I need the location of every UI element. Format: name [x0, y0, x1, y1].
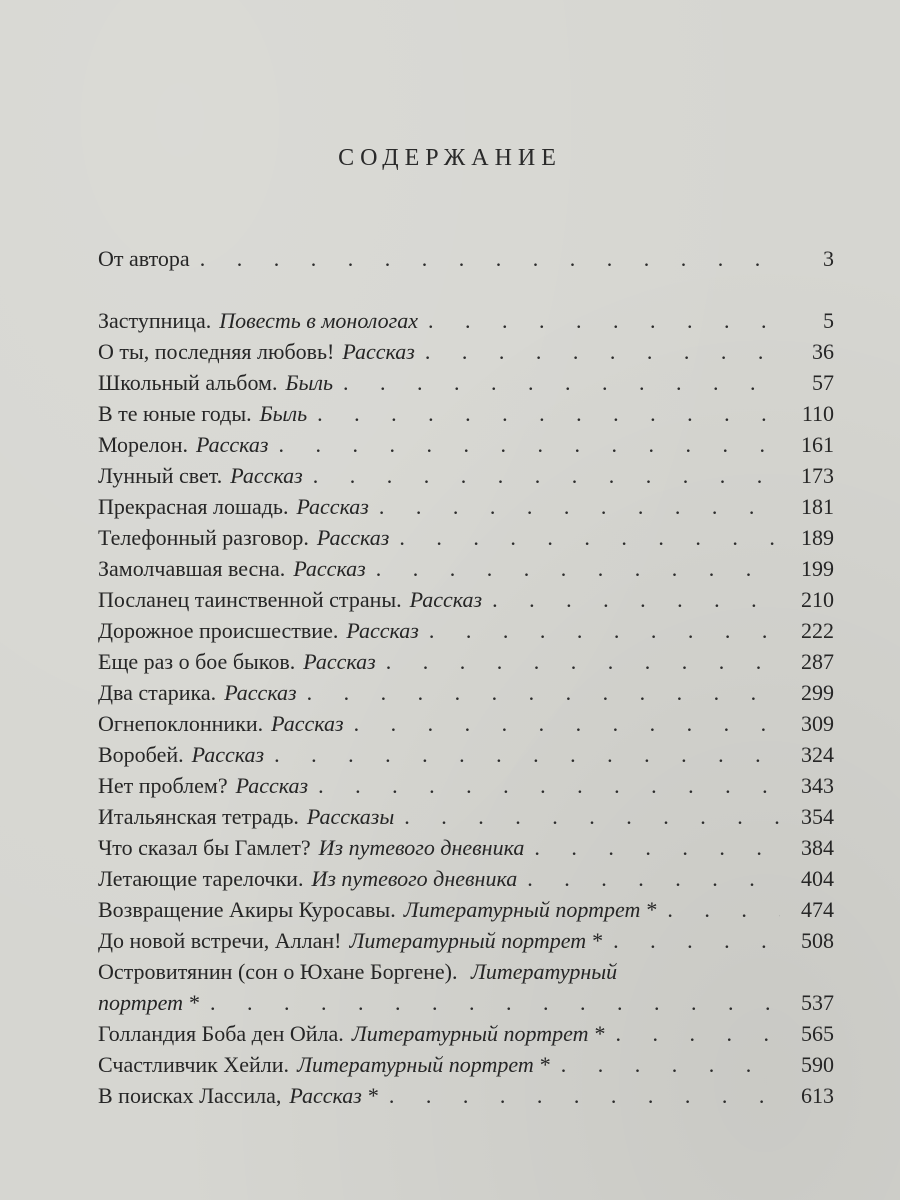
toc-entry-title: Нет проблем? — [98, 773, 228, 798]
toc-entry-title: Телефонный разговор. — [98, 525, 309, 550]
toc-entry — [98, 522, 834, 553]
toc-entry-title: Итальянская тетрадь. — [98, 804, 299, 829]
dot-leader — [376, 553, 780, 584]
toc-entry — [98, 801, 834, 832]
toc-page-number: 324 — [801, 742, 834, 767]
toc-entry-title: Воробей. — [98, 742, 184, 767]
table-of-contents — [98, 243, 834, 1111]
toc-page-number: 354 — [801, 804, 834, 829]
toc-entry-title: От автора — [98, 246, 190, 271]
toc-entry-title: О ты, последняя любовь! — [98, 339, 335, 364]
dot-leader — [534, 832, 780, 863]
toc-entry-genre: Рассказ — [224, 680, 297, 705]
toc-entry-title: Два старика. — [98, 680, 217, 705]
toc-entries — [98, 1018, 834, 1111]
toc-entry — [98, 925, 834, 956]
toc-entry-title: Летающие тарелочки. — [98, 866, 304, 891]
toc-entry-genre: Рассказ — [293, 556, 366, 581]
dot-leader — [527, 863, 780, 894]
toc-entry — [98, 615, 834, 646]
asterisk-mark: * — [594, 1021, 606, 1046]
toc-entry-title: Прекрасная лошадь. — [98, 494, 289, 519]
toc-entry-genre: Рассказ — [296, 494, 369, 519]
dot-leader — [492, 584, 780, 615]
toc-entry-title: Огнепоклонники. — [98, 711, 264, 736]
toc-page-number: 199 — [801, 556, 834, 581]
toc-page-number: 5 — [823, 308, 834, 333]
toc-entry-genre: Рассказ — [235, 773, 309, 798]
toc-entry-genre: Рассказ — [196, 432, 269, 457]
dot-leader — [274, 739, 780, 770]
dot-leader — [279, 429, 781, 460]
toc-entry-title: Школьный альбом. — [98, 370, 278, 395]
dot-leader — [613, 925, 780, 956]
toc-entry-genre: Рассказ — [271, 711, 344, 736]
dot-leader — [429, 615, 780, 646]
asterisk-mark: * — [539, 1052, 551, 1077]
toc-page-number: 384 — [801, 835, 834, 860]
toc-entry — [98, 491, 834, 522]
toc-entry-title: Морелон. — [98, 432, 189, 457]
dot-leader — [561, 1049, 780, 1080]
toc-entry-genre: Литературный портрет — [349, 928, 587, 953]
toc-entry-genre: Рассказ — [342, 339, 415, 364]
toc-entry-title: Посланец таинственной страны. — [98, 587, 402, 612]
toc-page-number: 309 — [801, 711, 834, 736]
toc-entry-title: В те юные годы. — [98, 401, 252, 426]
dot-leader — [313, 460, 780, 491]
toc-entry-genre: портрет — [98, 990, 183, 1015]
dot-leader — [307, 677, 780, 708]
dot-leader — [379, 491, 780, 522]
toc-entry — [98, 894, 834, 925]
toc-entry-title: Лунный свет. — [98, 463, 223, 488]
toc-entry-genre: Быль — [259, 401, 308, 426]
toc-page-number: 57 — [812, 370, 834, 395]
toc-entry-title: В поисках Лассила, — [98, 1083, 282, 1108]
toc-entry-title: Возвращение Акиры Куросавы. — [98, 897, 396, 922]
toc-page-number: 299 — [801, 680, 834, 705]
toc-entry-title: Островитянин (сон о Юхане Боргене). — [98, 959, 458, 984]
toc-entry — [98, 1080, 834, 1111]
toc-entry-genre: Рассказ — [303, 649, 376, 674]
toc-entry-title: До новой встречи, Аллан! — [98, 928, 342, 953]
toc-entry — [98, 429, 834, 460]
dot-leader — [399, 522, 780, 553]
toc-entry — [98, 305, 834, 336]
toc-entry — [98, 832, 834, 863]
dot-leader — [386, 646, 780, 677]
toc-page-number: 161 — [801, 432, 834, 457]
toc-entry-line2 — [98, 987, 834, 1018]
toc-entry-title: Заступница. — [98, 308, 212, 333]
dot-leader — [389, 1080, 780, 1111]
toc-page-number: 110 — [801, 401, 834, 426]
toc-entry — [98, 646, 834, 677]
toc-entry — [98, 863, 834, 894]
toc-entry-title: Что сказал бы Гамлет? — [98, 835, 311, 860]
toc-page-number: 36 — [812, 339, 834, 364]
toc-entry-genre: Литературный портрет — [297, 1052, 534, 1077]
dot-leader — [318, 770, 780, 801]
toc-entry-genre: Литературный портрет — [403, 897, 641, 922]
toc-entry-line1 — [98, 956, 834, 987]
toc-entry-genre: Рассказ — [191, 742, 265, 767]
toc-entry — [98, 739, 834, 770]
toc-page-number: 3 — [823, 246, 834, 271]
toc-entry-genre: Рассказ — [409, 587, 483, 612]
dot-leader — [317, 398, 780, 429]
toc-entry-genre: Литературный — [470, 959, 618, 984]
toc-entry — [98, 1018, 834, 1049]
toc-entry — [98, 367, 834, 398]
toc-entry-title: Счастливчик Хейли. — [98, 1052, 290, 1077]
dot-leader — [667, 894, 780, 925]
toc-page-number: 404 — [801, 866, 834, 891]
toc-entry — [98, 243, 834, 274]
toc-entry — [98, 460, 834, 491]
asterisk-mark: * — [367, 1083, 379, 1108]
dot-leader — [200, 243, 780, 274]
toc-entry — [98, 677, 834, 708]
toc-entry — [98, 398, 834, 429]
dot-leader — [343, 367, 780, 398]
dot-leader — [210, 987, 780, 1018]
toc-entry-genre: Литературный портрет — [351, 1021, 589, 1046]
toc-page-number: 613 — [801, 1083, 834, 1108]
toc-entry-genre: Повесть в монологах — [219, 308, 418, 333]
dot-leader — [404, 801, 780, 832]
toc-entry — [98, 336, 834, 367]
toc-entry-title: Еще раз о бое быков. — [98, 649, 296, 674]
dot-leader — [428, 305, 780, 336]
toc-page-number: 189 — [801, 525, 834, 550]
toc-page-number: 508 — [801, 928, 834, 953]
toc-page-number: 222 — [801, 618, 834, 643]
toc-entry-genre: Из путевого дневника — [318, 835, 525, 860]
toc-entry — [98, 708, 834, 739]
toc-page-number: 181 — [801, 494, 834, 519]
toc-entry-genre: Рассказ — [289, 1083, 362, 1108]
toc-entry-genre: Рассказы — [306, 804, 395, 829]
toc-entry-title: Замолчавшая весна. — [98, 556, 286, 581]
asterisk-mark: * — [646, 897, 658, 922]
toc-entry-title: Голландия Боба ден Ойла. — [98, 1021, 344, 1046]
toc-entry — [98, 770, 834, 801]
toc-entry-genre: Быль — [285, 370, 333, 395]
toc-entry-title: Дорожное происшествие. — [98, 618, 339, 643]
dot-leader — [354, 708, 780, 739]
toc-entry-genre: Рассказ — [346, 618, 419, 643]
toc-entry-genre: Рассказ — [230, 463, 303, 488]
toc-entry — [98, 584, 834, 615]
page-title: СОДЕРЖАНИЕ — [338, 145, 562, 171]
toc-page-number: 565 — [801, 1021, 834, 1046]
toc-page-number: 474 — [801, 897, 834, 922]
toc-page-number: 173 — [801, 463, 834, 488]
asterisk-mark: * — [188, 990, 200, 1015]
dot-leader — [615, 1018, 780, 1049]
toc-entries — [98, 305, 834, 956]
toc-entry — [98, 553, 834, 584]
toc-entry — [98, 956, 834, 1018]
toc-page-number: 287 — [801, 649, 834, 674]
toc-page-number: 590 — [801, 1052, 834, 1077]
toc-page-number: 343 — [801, 773, 834, 798]
toc-entry-genre: Из путевого дневника — [311, 866, 518, 891]
dot-leader — [425, 336, 780, 367]
toc-entry-genre: Рассказ — [316, 525, 390, 550]
toc-entry — [98, 1049, 834, 1080]
toc-page-number: 210 — [801, 587, 834, 612]
asterisk-mark: * — [592, 928, 604, 953]
toc-page-number: 537 — [801, 990, 834, 1015]
